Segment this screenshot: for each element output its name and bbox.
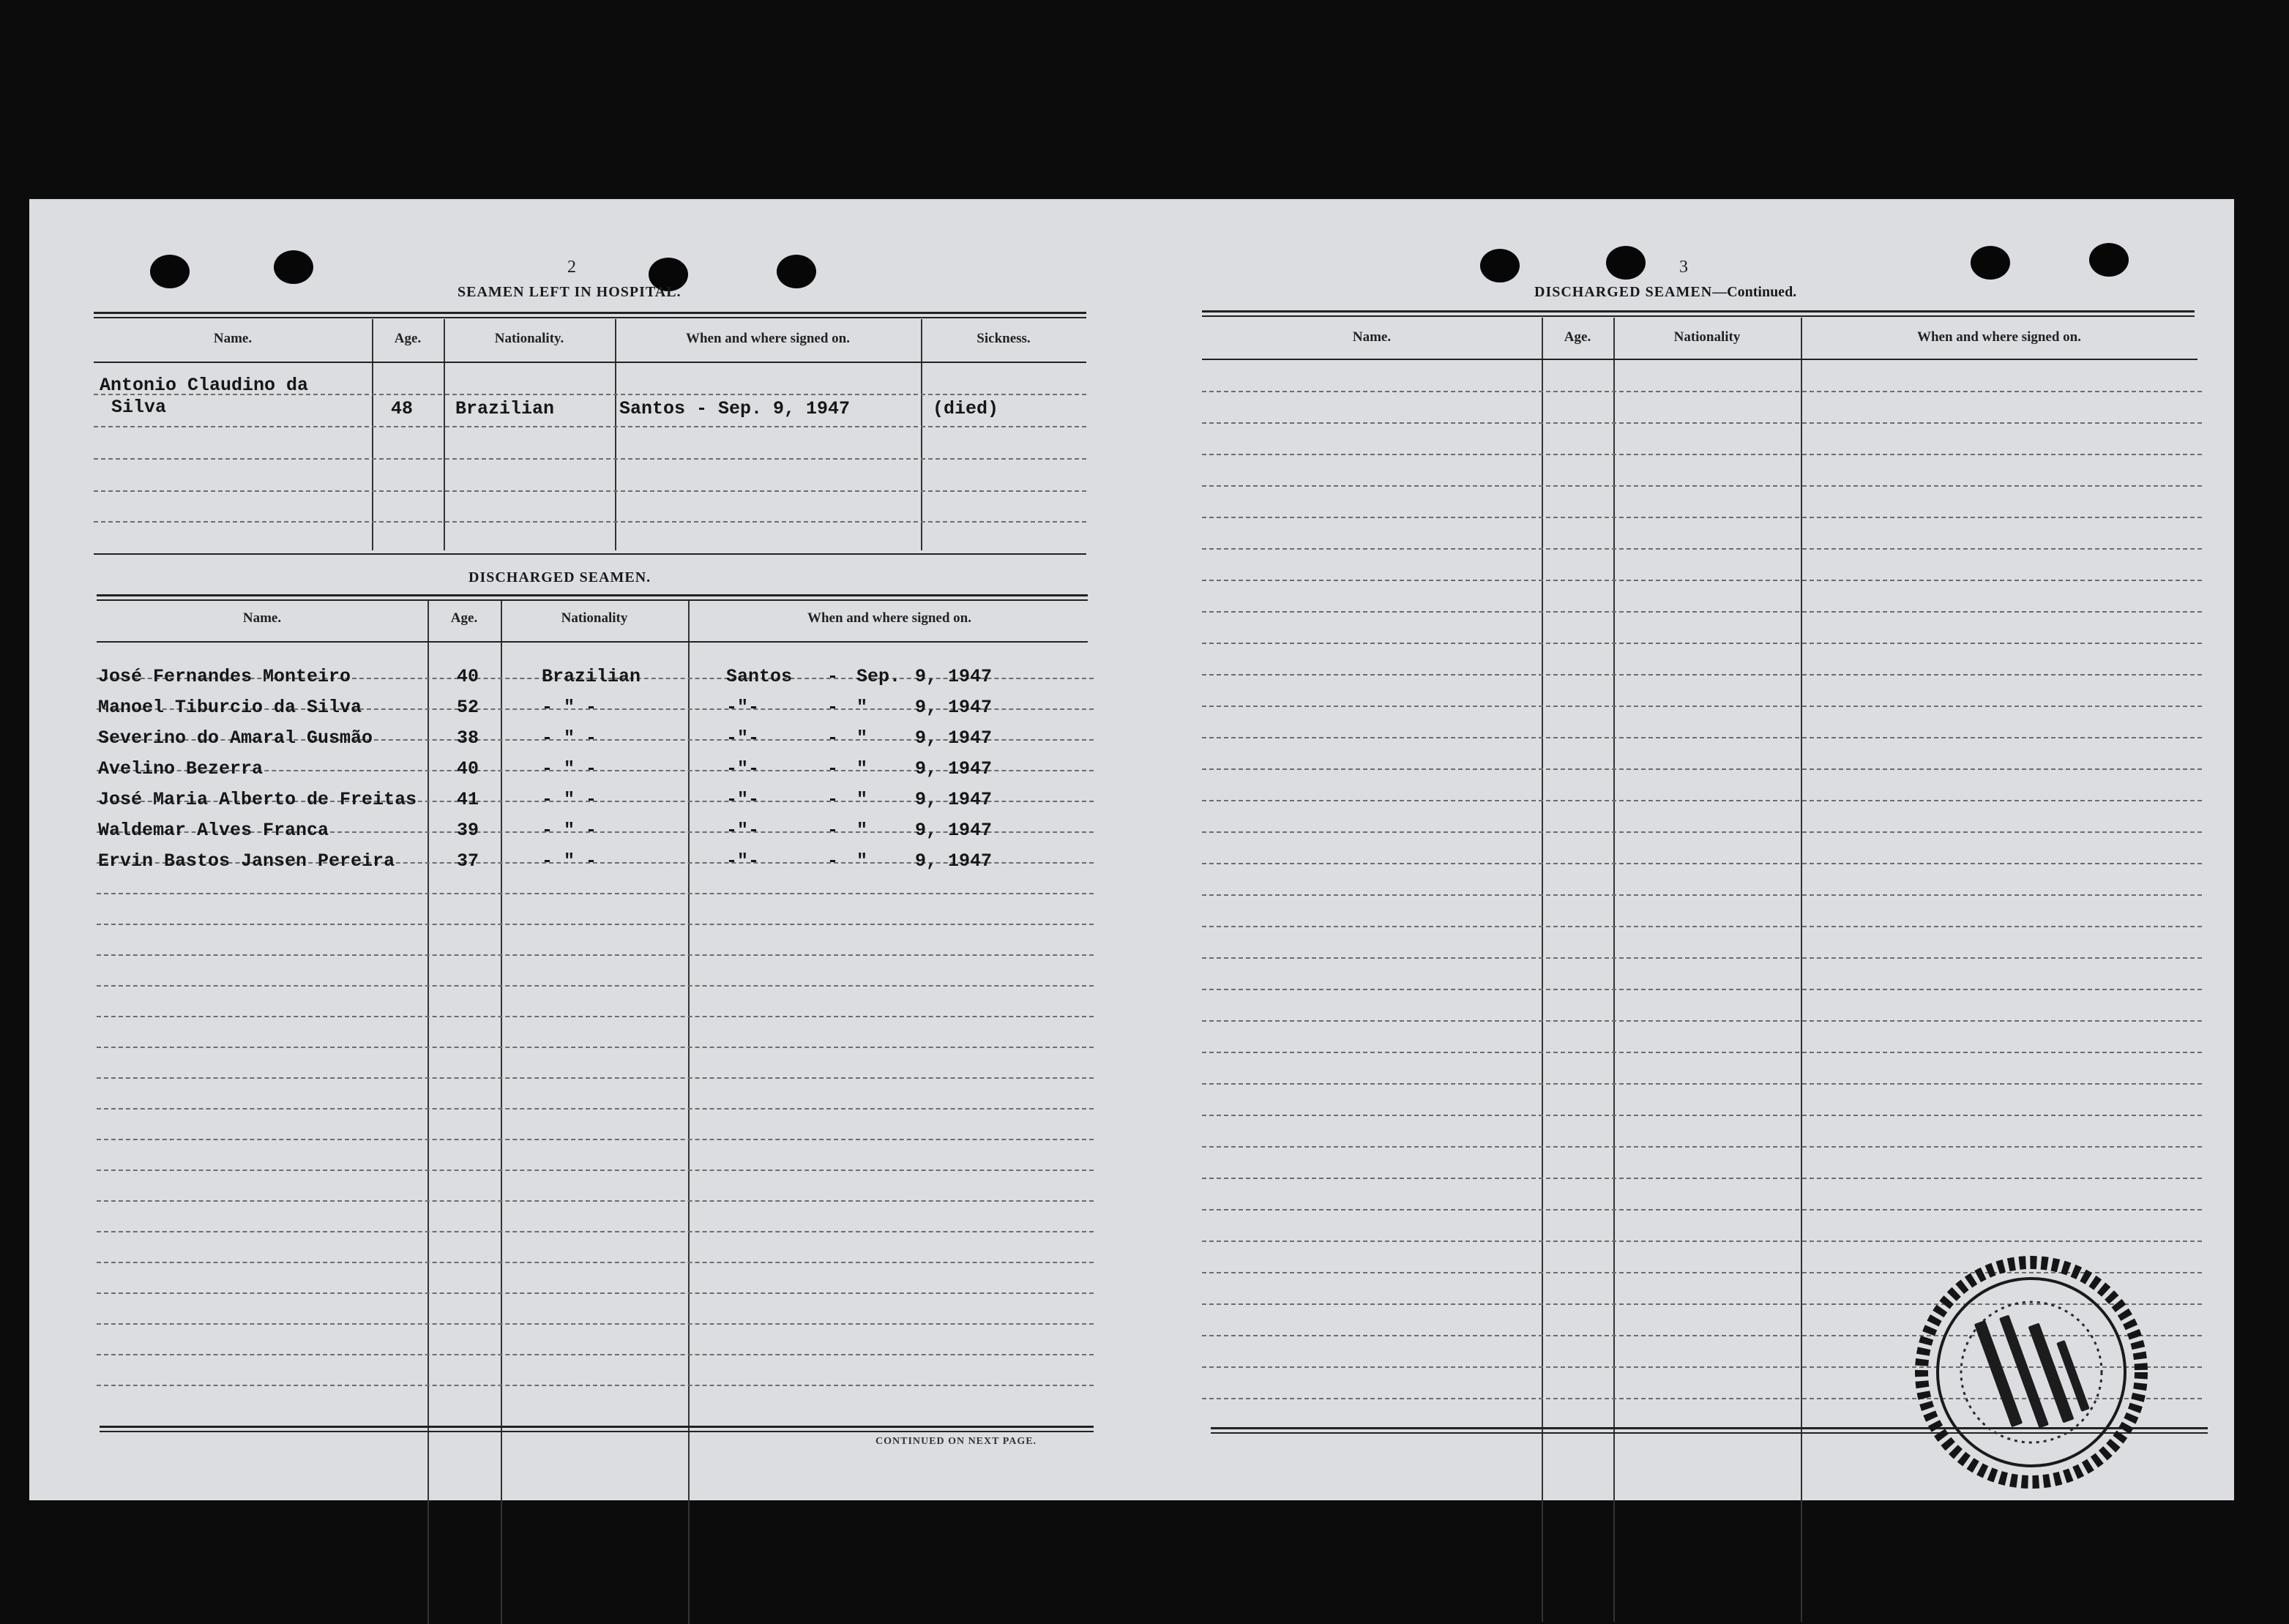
right-row-line: [1202, 1146, 2202, 1148]
discharged-row-line: [97, 1016, 1094, 1017]
discharged-row-line: [97, 985, 1094, 987]
discharged-header-signed-on: When and where signed on.: [807, 610, 971, 626]
right-row-line: [1202, 894, 2202, 896]
discharged-month-cell: Sep.: [856, 666, 901, 687]
discharged-date-cell: 9, 1947: [915, 666, 993, 687]
hospital-header-rule: [94, 362, 1086, 363]
punch-hole: [1971, 246, 2010, 280]
discharged-row-line: [97, 924, 1094, 925]
punch-hole: [274, 250, 313, 284]
right-header-nationality: Nationality: [1673, 329, 1741, 345]
right-row-line: [1202, 1209, 2202, 1210]
discharged-place-cell: -"-: [726, 697, 760, 718]
discharged-place-cell: -"-: [726, 758, 760, 779]
discharged-header-name: Name.: [242, 610, 282, 626]
discharged-row-line: [97, 954, 1094, 956]
right-page-title-main: DISCHARGED SEAMEN: [1534, 284, 1713, 300]
discharged-place-cell: -"-: [726, 727, 760, 749]
right-row-line: [1202, 580, 2202, 581]
right-row-line: [1202, 1178, 2202, 1179]
discharged-col-divider: [501, 601, 502, 1624]
hospital-top-rule: [94, 317, 1086, 318]
discharged-age-cell: 52: [457, 697, 479, 718]
hospital-age: 48: [391, 398, 414, 419]
right-row-line: [1202, 1052, 2202, 1053]
right-row-line: [1202, 422, 2202, 424]
discharged-dash-cell: -: [827, 727, 839, 749]
right-row-line: [1202, 454, 2202, 455]
right-col-divider: [1542, 318, 1543, 1622]
hospital-top-rule: [94, 312, 1086, 314]
discharged-date-cell: 9, 1947: [915, 850, 993, 872]
right-row-line: [1202, 1241, 2202, 1242]
discharged-nationality-cell: - " -: [542, 758, 597, 779]
discharged-name-cell: José Fernandes Monteiro: [98, 666, 351, 687]
right-row-line: [1202, 768, 2202, 770]
discharged-dash-cell: -: [827, 666, 839, 687]
discharged-place-cell: -"-: [726, 789, 760, 810]
right-row-line: [1202, 706, 2202, 707]
right-header-age: Age.: [1564, 329, 1591, 345]
discharged-col-divider: [688, 601, 690, 1624]
hospital-col-divider: [615, 319, 616, 550]
discharged-nationality-cell: - " -: [542, 789, 597, 810]
hospital-header-sickness: Sickness.: [977, 331, 1031, 346]
discharged-top-rule: [97, 599, 1088, 601]
hospital-nationality: Brazilian: [455, 398, 555, 419]
discharged-dash-cell: -: [827, 758, 839, 779]
discharged-month-cell: ": [856, 758, 868, 779]
hospital-col-divider: [372, 319, 373, 550]
discharged-row-line: [97, 1077, 1094, 1079]
discharged-date-cell: 9, 1947: [915, 697, 993, 718]
discharged-name-cell: Ervin Bastos Jansen Pereira: [98, 850, 395, 872]
hospital-name-line1: Antonio Claudino da: [100, 375, 309, 396]
right-row-line: [1202, 548, 2202, 550]
discharged-age-cell: 39: [457, 820, 479, 841]
discharged-month-cell: ": [856, 727, 868, 749]
discharged-row-line: [97, 893, 1094, 894]
discharged-section-title: DISCHARGED SEAMEN.: [468, 569, 651, 585]
discharged-nationality-cell: - " -: [542, 727, 597, 749]
discharged-name-cell: Severino do Amaral Gusmão: [98, 727, 373, 749]
hospital-section-title: SEAMEN LEFT IN HOSPITAL.: [458, 284, 682, 300]
hospital-row-line: [94, 490, 1086, 492]
discharged-row-line: [97, 1262, 1094, 1263]
discharged-dash-cell: -: [827, 789, 839, 810]
right-top-rule: [1202, 315, 2195, 317]
discharged-row-line: [97, 1139, 1094, 1140]
discharged-bottom-rule: [100, 1426, 1094, 1428]
discharged-place-cell: -"-: [726, 850, 760, 872]
discharged-month-cell: ": [856, 697, 868, 718]
discharged-header-age: Age.: [450, 610, 478, 626]
right-row-line: [1202, 737, 2202, 738]
punch-hole: [1480, 249, 1520, 282]
discharged-row-line: [97, 1231, 1094, 1232]
discharged-row-line: [97, 1323, 1094, 1325]
discharged-name-cell: Avelino Bezerra: [98, 758, 264, 779]
customs-stamp: [1911, 1251, 2152, 1493]
discharged-age-cell: 40: [457, 666, 479, 687]
punch-hole: [2089, 243, 2129, 277]
discharged-col-divider: [427, 601, 429, 1624]
discharged-top-rule: [97, 594, 1088, 596]
discharged-age-cell: 37: [457, 850, 479, 872]
hospital-row-line: [94, 521, 1086, 523]
discharged-dash-cell: -: [827, 820, 839, 841]
ledger-spread: [29, 199, 2234, 1500]
discharged-date-cell: 9, 1947: [915, 820, 993, 841]
right-row-line: [1202, 863, 2202, 864]
right-header-name: Name.: [1352, 329, 1392, 345]
discharged-row-line: [97, 1292, 1094, 1294]
right-row-line: [1202, 1020, 2202, 1022]
hospital-signed-on: Santos - Sep. 9, 1947: [619, 398, 851, 419]
right-row-line: [1202, 926, 2202, 927]
hospital-header-nationality: Nationality.: [494, 331, 564, 346]
discharged-date-cell: 9, 1947: [915, 758, 993, 779]
discharged-nationality-cell: - " -: [542, 850, 597, 872]
hospital-header-age: Age.: [394, 331, 422, 346]
hospital-col-divider: [444, 319, 445, 550]
right-col-divider: [1801, 318, 1802, 1622]
hospital-header-name: Name.: [213, 331, 253, 346]
discharged-age-cell: 38: [457, 727, 479, 749]
discharged-name-cell: José Maria Alberto de Freitas: [98, 789, 417, 810]
right-row-line: [1202, 611, 2202, 613]
discharged-nationality-cell: - " -: [542, 697, 597, 718]
right-page-title-suffix: —Continued.: [1712, 284, 1797, 300]
punch-hole: [150, 255, 190, 288]
discharged-place-cell: -"-: [726, 820, 760, 841]
right-row-line: [1202, 1083, 2202, 1085]
hospital-row-line: [94, 426, 1086, 427]
discharged-month-cell: ": [856, 820, 868, 841]
right-col-divider: [1613, 318, 1615, 1622]
right-row-line: [1202, 643, 2202, 644]
right-row-line: [1202, 1115, 2202, 1116]
discharged-header-rule: [97, 641, 1088, 643]
right-page-title: [1534, 284, 1796, 301]
discharged-row-line: [97, 1354, 1094, 1355]
discharged-row-line: [97, 1108, 1094, 1110]
right-row-line: [1202, 485, 2202, 487]
discharged-name-cell: Waldemar Alves Franca: [98, 820, 329, 841]
discharged-month-cell: ": [856, 850, 868, 872]
right-top-rule: [1202, 310, 2195, 313]
right-header-signed-on: When and where signed on.: [1916, 329, 2081, 345]
discharged-row-line: [97, 1385, 1094, 1386]
discharged-name-cell: Manoel Tiburcio da Silva: [98, 697, 362, 718]
page-number-left: 2: [567, 258, 576, 277]
hospital-name-line2: Silva: [111, 397, 167, 418]
hospital-bottom-rule: [94, 553, 1086, 555]
right-row-line: [1202, 957, 2202, 959]
discharged-age-cell: 41: [457, 789, 479, 810]
discharged-bottom-rule: [100, 1431, 1094, 1432]
discharged-dash-cell: -: [827, 850, 839, 872]
right-row-line: [1202, 517, 2202, 518]
right-row-line: [1202, 989, 2202, 990]
punch-hole: [1606, 246, 1646, 280]
right-row-line: [1202, 674, 2202, 676]
discharged-dash-cell: -: [827, 697, 839, 718]
discharged-header-nationality: Nationality: [561, 610, 628, 626]
discharged-age-cell: 40: [457, 758, 479, 779]
discharged-row-line: [97, 1170, 1094, 1171]
page-number-right: 3: [1679, 258, 1688, 277]
discharged-nationality-cell: - " -: [542, 820, 597, 841]
right-header-rule: [1202, 359, 2197, 360]
hospital-row-line: [94, 458, 1086, 460]
hospital-col-divider: [921, 319, 922, 550]
right-row-line: [1202, 391, 2202, 392]
discharged-date-cell: 9, 1947: [915, 727, 993, 749]
right-row-line: [1202, 831, 2202, 833]
discharged-place-cell: Santos: [726, 666, 793, 687]
continued-note: CONTINUED ON NEXT PAGE.: [875, 1436, 1037, 1447]
discharged-row-line: [97, 1200, 1094, 1202]
discharged-month-cell: ": [856, 789, 868, 810]
hospital-header-signed-on: When and where signed on.: [685, 331, 850, 346]
punch-hole: [777, 255, 816, 288]
discharged-row-line: [97, 1047, 1094, 1048]
hospital-sickness: (died): [933, 398, 999, 419]
right-row-line: [1202, 800, 2202, 801]
discharged-nationality-cell: Brazilian: [542, 666, 641, 687]
discharged-date-cell: 9, 1947: [915, 789, 993, 810]
